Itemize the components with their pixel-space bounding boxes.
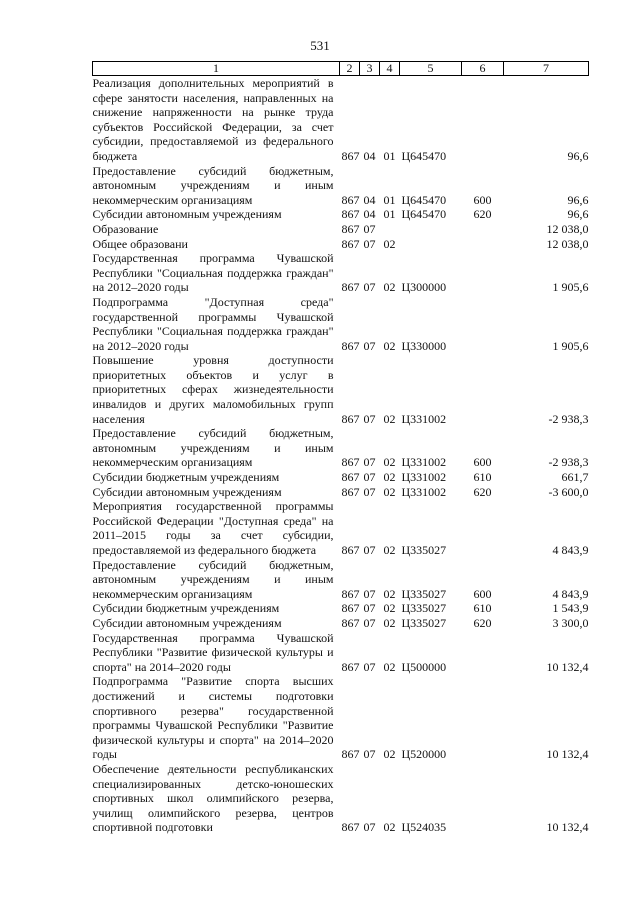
item-name: Подпрограмма "Развитие спорта высших достижений и системы подготовки спортивного резерва" государственной программы Чувашской Республики "Развитие физической культуры и спорта" на 2014–2020 годы [92, 674, 334, 762]
item-rz: 07 [363, 236, 376, 251]
item-vr [462, 222, 504, 237]
table-row [93, 674, 589, 762]
item-gr: 867 [341, 659, 360, 674]
item-name: Субсидии автономным учреждениям [92, 207, 282, 222]
item-name: Государственная программа Чувашской Республики "Развитие физической культуры и спорта" на 2014–2020 годы [92, 630, 334, 674]
item-rz: 07 [363, 484, 376, 499]
item-rz: 07 [363, 411, 376, 426]
item-gr: 867 [341, 221, 360, 236]
item-pr: 02 [383, 586, 396, 601]
item-gr: 867 [341, 411, 360, 426]
item-vr [462, 631, 504, 675]
table-row [93, 237, 589, 252]
item-csr: Ц331002 [401, 484, 447, 499]
item-sum: 4 843,9 [552, 543, 589, 557]
item-vr [462, 76, 504, 164]
item-gr: 867 [341, 601, 360, 616]
item-gr: 867 [341, 470, 360, 485]
table-row [93, 631, 589, 675]
table-row [93, 601, 589, 616]
table-row [93, 470, 589, 485]
column-header-csr: 5 [400, 62, 462, 76]
item-rz: 04 [363, 207, 376, 222]
item-sum: -2 938,3 [548, 455, 589, 470]
item-csr: Ц335027 [401, 615, 447, 630]
item-rz: 07 [363, 820, 376, 835]
item-sum: -3 600,0 [548, 484, 589, 499]
table-row [93, 353, 589, 426]
item-vr [462, 674, 504, 762]
item-gr: 867 [341, 280, 360, 295]
item-name: Субсидии бюджетным учреждениям [92, 601, 280, 616]
item-rz: 07 [363, 543, 376, 557]
item-pr: 02 [383, 601, 396, 616]
item-vr [462, 251, 504, 295]
column-header-sum: 7 [504, 62, 589, 76]
item-gr: 867 [341, 207, 360, 222]
item-name: Предоставление субсидий бюджетным, автономным учреждениям и иным некоммерческим организациям [92, 163, 334, 207]
item-sum: 3 300,0 [552, 615, 589, 630]
item-pr: 02 [383, 484, 396, 499]
item-name: Общее образовани [92, 236, 188, 251]
item-sum: 96,6 [567, 148, 589, 163]
column-header-name: 1 [93, 62, 340, 76]
item-name: Мероприятия государственной программы Российской Федерации "Доступная среда" на 2011–2015 годы за счет субсидии, предоставляемой из федерального бюджета [92, 499, 334, 557]
item-sum: 1 905,6 [552, 280, 589, 295]
column-header-pr: 4 [380, 62, 400, 76]
item-rz: 07 [363, 221, 376, 236]
item-vr [462, 499, 504, 557]
item-vr: 600 [473, 586, 492, 601]
item-pr: 02 [383, 455, 396, 470]
table-row [93, 76, 589, 164]
item-gr: 867 [341, 236, 360, 251]
table-body [93, 76, 589, 835]
item-pr: 02 [383, 747, 396, 762]
table-header-row [93, 62, 589, 76]
item-csr: Ц331002 [401, 411, 447, 426]
item-name: Субсидии автономным учреждениям [92, 615, 282, 630]
item-csr: Ц335027 [401, 601, 447, 616]
item-name: Обеспечение деятельности республиканских специализированных детско-юношеских спортивных школ олимпийского резерва, училищ олимпийского резерва, центров спортивной подготовки [92, 761, 334, 835]
item-csr: Ц645470 [401, 148, 447, 163]
item-name: Подпрограмма "Доступная среда" государственной программы Чувашской Республики "Социальная поддержка граждан" на 2012–2020 годы [92, 294, 334, 353]
item-pr: 02 [383, 338, 396, 353]
item-sum: 12 038,0 [546, 236, 589, 251]
table-row [93, 485, 589, 500]
item-gr: 867 [341, 586, 360, 601]
item-csr: Ц331002 [401, 470, 447, 485]
table-row [93, 499, 589, 557]
item-name: Субсидии бюджетным учреждениям [92, 470, 280, 485]
item-csr: Ц524035 [401, 820, 447, 835]
item-pr: 02 [383, 543, 396, 557]
item-name: Субсидии автономным учреждениям [92, 484, 282, 499]
item-vr: 620 [473, 615, 492, 630]
budget-table [92, 61, 589, 835]
item-vr [462, 295, 504, 353]
item-pr: 02 [383, 236, 396, 251]
item-gr: 867 [341, 484, 360, 499]
item-pr [380, 222, 400, 237]
item-gr: 867 [341, 615, 360, 630]
item-gr: 867 [341, 820, 360, 835]
item-sum: 10 132,4 [546, 820, 589, 835]
item-csr: Ц300000 [401, 280, 447, 295]
item-pr: 02 [383, 411, 396, 426]
item-vr [462, 237, 504, 252]
item-rz: 07 [363, 615, 376, 630]
item-sum: 10 132,4 [546, 659, 589, 674]
table-row [93, 251, 589, 295]
item-name: Предоставление субсидий бюджетным, автономным учреждениям и иным некоммерческим организациям [92, 426, 334, 470]
item-name: Предоставление субсидий бюджетным, автономным учреждениям и иным некоммерческим организациям [92, 557, 334, 601]
item-rz: 07 [363, 586, 376, 601]
item-vr: 600 [473, 192, 492, 207]
item-sum: 1 905,6 [552, 338, 589, 353]
item-sum: 4 843,9 [552, 586, 589, 601]
item-name: Повышение уровня доступности приоритетных объектов и услуг в приоритетных сферах жизнедеятельности инвалидов и других маломобильных групп населения [92, 353, 334, 426]
item-csr: Ц335027 [401, 543, 447, 557]
item-rz: 04 [363, 148, 376, 163]
item-csr: Ц645470 [401, 207, 447, 222]
item-vr: 610 [473, 601, 492, 616]
item-rz: 07 [363, 455, 376, 470]
table-row [93, 207, 589, 222]
item-sum: 1 543,9 [552, 601, 589, 616]
column-header-vr: 6 [462, 62, 504, 76]
item-vr: 620 [473, 207, 492, 222]
item-csr: Ц645470 [401, 192, 447, 207]
item-rz: 07 [363, 659, 376, 674]
item-gr: 867 [341, 543, 360, 557]
item-vr: 620 [473, 484, 492, 499]
item-vr [462, 353, 504, 426]
item-pr: 01 [383, 148, 396, 163]
table-row [93, 295, 589, 353]
item-csr [400, 222, 462, 237]
item-gr: 867 [341, 747, 360, 762]
column-header-rz: 3 [360, 62, 380, 76]
item-pr: 02 [383, 470, 396, 485]
item-csr: Ц331002 [401, 455, 447, 470]
table-row [93, 426, 589, 470]
item-rz: 07 [363, 601, 376, 616]
item-sum: 661,7 [561, 470, 589, 485]
table-row [93, 222, 589, 237]
item-pr: 02 [383, 659, 396, 674]
item-gr: 867 [341, 148, 360, 163]
item-name: Реализация дополнительных мероприятий в сфере занятости населения, направленных на снижение напряженности на рынке труда субъектов Российской Федерации, за счет субсидии, предоставляемой из федерального бюджета [92, 76, 334, 163]
item-pr: 01 [383, 207, 396, 222]
item-rz: 04 [363, 192, 376, 207]
item-csr: Ц335027 [401, 586, 447, 601]
item-rz: 07 [363, 280, 376, 295]
item-rz: 07 [363, 338, 376, 353]
item-sum: 10 132,4 [546, 747, 589, 762]
item-name: Государственная программа Чувашской Республики "Социальная поддержка граждан" на 2012–2020 годы [92, 251, 334, 295]
item-gr: 867 [341, 455, 360, 470]
item-csr [400, 237, 462, 252]
item-gr: 867 [341, 192, 360, 207]
item-name: Образование [92, 221, 159, 236]
item-rz: 07 [363, 470, 376, 485]
item-csr: Ц500000 [401, 659, 447, 674]
table-row [93, 762, 589, 835]
table-row [93, 558, 589, 602]
item-pr: 02 [383, 280, 396, 295]
item-pr: 02 [383, 820, 396, 835]
item-rz: 07 [363, 747, 376, 762]
item-sum: -2 938,3 [548, 411, 589, 426]
item-vr [462, 762, 504, 835]
column-header-gr: 2 [340, 62, 360, 76]
item-sum: 96,6 [567, 207, 589, 222]
page-number: 531 [310, 38, 330, 53]
item-csr: Ц330000 [401, 338, 447, 353]
item-vr: 600 [473, 455, 492, 470]
item-sum: 96,6 [567, 192, 589, 207]
item-pr: 01 [383, 192, 396, 207]
table-row [93, 616, 589, 631]
item-gr: 867 [341, 338, 360, 353]
table-row [93, 164, 589, 208]
item-csr: Ц520000 [401, 747, 447, 762]
item-pr: 02 [383, 615, 396, 630]
item-vr: 610 [473, 470, 492, 485]
item-sum: 12 038,0 [546, 221, 589, 236]
